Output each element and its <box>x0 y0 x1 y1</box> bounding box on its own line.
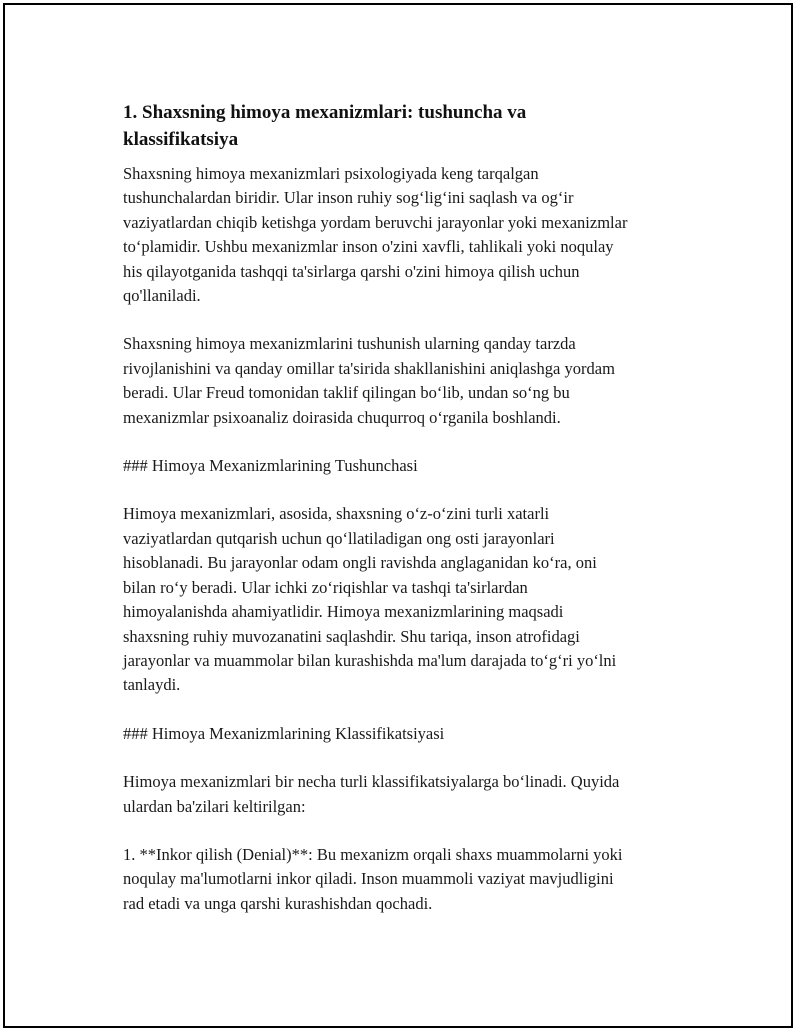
paragraph-intro: Shaxsning himoya mexanizmlari psixologiyada keng tarqalgan tushunchalardan biridir. Ular inson ruhiy sog‘lig‘ini saqlash va og‘ir vaziyatlardan chiqib ketishga yordam beruvchi jarayonlar yoki mexanizmlar to‘plamidir. Ushbu mexanizmlar inson o'zini xavfli, tahlikali yoki noqulay his qilayotganida tashqqi ta'sirlarga qarshi o'zini himoya qilish uchun qo'llaniladi. <box>123 164 628 306</box>
paragraph-understanding: Shaxsning himoya mexanizmlarini tushunish ularning qanday tarzda rivojlanishini va qanday omillar ta'sirida shakllanishini aniqlashga yordam beradi. Ular Freud tomonidan taklif qilingan bo‘lib, undan so‘ng bu mexanizmlar psixoanaliz doirasida chuqurroq o‘rganila boshlandi. <box>123 334 615 427</box>
section-heading-classification: ### Himoya Mexanizmlarining Klassifikatsiyasi <box>123 723 445 743</box>
list-item-denial: 1. **Inkor qilish (Denial)**: Bu mexanizm orqali shaxs muammolarni yoki noqulay ma'lumotlarni inkor qiladi. Inson muammoli vaziyat mavjudligini rad etadi va unga qarshi kurashishdan qochadi. <box>123 844 623 913</box>
document-body <box>123 99 693 940</box>
paragraph-classification-intro: Himoya mexanizmlari bir necha turli klassifikatsiyalarga bo‘linadi. Quyida ulardan ba'zilari keltirilgan: <box>123 772 620 816</box>
section-heading-concept: ### Himoya Mexanizmlarining Tushunchasi <box>123 456 418 476</box>
page-frame <box>3 3 793 1028</box>
document-title: 1. Shaxsning himoya mexanizmlari: tushuncha va klassifikatsiya <box>123 102 527 150</box>
paragraph-concept: Himoya mexanizmlari, asosida, shaxsning o‘z-o‘zini turli xatarli vaziyatlardan qutqarish uchun qo‘llatiladigan ong osti jarayonlari hisoblanadi. Bu jarayonlar odam ongli ravishda anglaganidan ko‘ra, oni bilan ro‘y beradi. Ular ichki zo‘riqishlar va tashqi ta'sirlardan himoyalanishda ahamiyatlidir. Himoya mexanizmlarining maqsadi shaxsning ruhiy muvozanatini saqlashdir. Shu tariqa, inson atrofidagi jarayonlar va muammolar bilan kurashishda ma'lum darajada to‘g‘ri yo‘lni tanlaydi. <box>123 504 617 695</box>
